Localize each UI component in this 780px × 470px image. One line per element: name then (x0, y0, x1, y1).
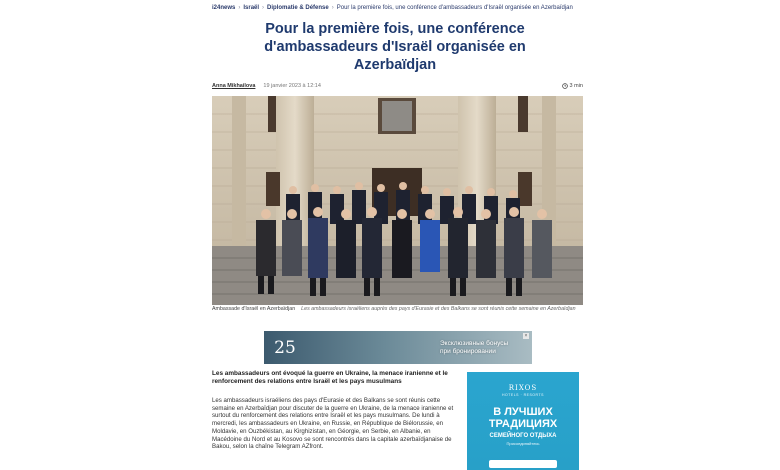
side-ad-button[interactable] (489, 460, 557, 468)
ad-logo: 25 (274, 337, 296, 358)
ad-close-icon[interactable]: × (524, 333, 528, 339)
breadcrumb-diplomatie[interactable]: Diplomatie & Défense (267, 5, 329, 11)
side-ad-subline: СЕМЕЙНОГО ОТДЫХА (489, 433, 557, 439)
breadcrumb-separator: › (331, 5, 334, 11)
ad-banner-line1: Эксклюзивные бонусы (440, 339, 509, 347)
side-ad-small: Присоединяйтесь (506, 441, 540, 446)
breadcrumb (212, 3, 573, 13)
ad-banner-text (440, 340, 508, 356)
ad-banner-line2: при бронировании (440, 347, 496, 355)
read-time-label: 3 min (569, 83, 583, 89)
article-lead: Les ambassadeurs ont évoqué la guerre en Ukraine, la menace iranienne et le renforcement des relations entre Israël et les pays musulmans (212, 370, 448, 385)
photo-caption (212, 306, 583, 313)
article-photo[interactable] (212, 96, 583, 305)
photo-description: Les ambassadeurs israéliens auprès des pays d'Eurasie et des Balkans se sont réunis cette semaine en Azerbaïdjan (301, 306, 576, 312)
author-link[interactable]: Anna Mikhailova (212, 83, 256, 89)
clock-icon (562, 83, 568, 89)
ad-banner[interactable] (264, 331, 532, 364)
breadcrumb-current: Pour la première fois, une conférence d'ambassadeurs d'Israël organisée en Azerbaïdjan (336, 5, 573, 11)
breadcrumb-home[interactable]: i24news (212, 5, 236, 11)
group-photo-image (212, 96, 583, 305)
side-ad-headline: В ЛУЧШИХ ТРАДИЦИЯХ (488, 406, 558, 430)
photo-credit: Ambassade d'Israël en Azerbaïdjan (212, 306, 296, 312)
publish-date: 19 janvier 2023 à 12:14 (263, 83, 321, 89)
article-meta (212, 81, 583, 91)
breadcrumb-separator: › (238, 5, 241, 11)
breadcrumb-separator: › (262, 5, 265, 11)
side-ad[interactable] (467, 372, 579, 470)
side-ad-brand-sub: HOTELS · RESORTS (502, 393, 544, 397)
page-title: Pour la première fois, une conférence d'ambassadeurs d'Israël organisée en Azerbaïdjan (264, 21, 526, 73)
side-ad-brand: RIXOS (508, 384, 538, 392)
article-body: Les ambassadeurs israéliens des pays d'Eurasie et des Balkans se sont réunis cette semaine en Azerbaïdjan pour discuter de la guerre en Ukraine, de la menace iranienne et surtout du renforcement des relations entre Israël et les pays musulmans. De lundi à mercredi, les ambassadeurs en Ukraine, en Russie, en République de Biélorussie, en Moldavie, en Ouzbékistan, au Kirghizistan, en Géorgie, en Serbie, en Albanie, en Macédoine du Nord et au Kosovo se sont rencontrés dans la capitale azerbaïdjanaise de Bakou, selon la chaîne Telegram AZfront. (212, 397, 454, 451)
breadcrumb-israel[interactable]: Israël (243, 5, 260, 11)
read-time (562, 83, 583, 89)
